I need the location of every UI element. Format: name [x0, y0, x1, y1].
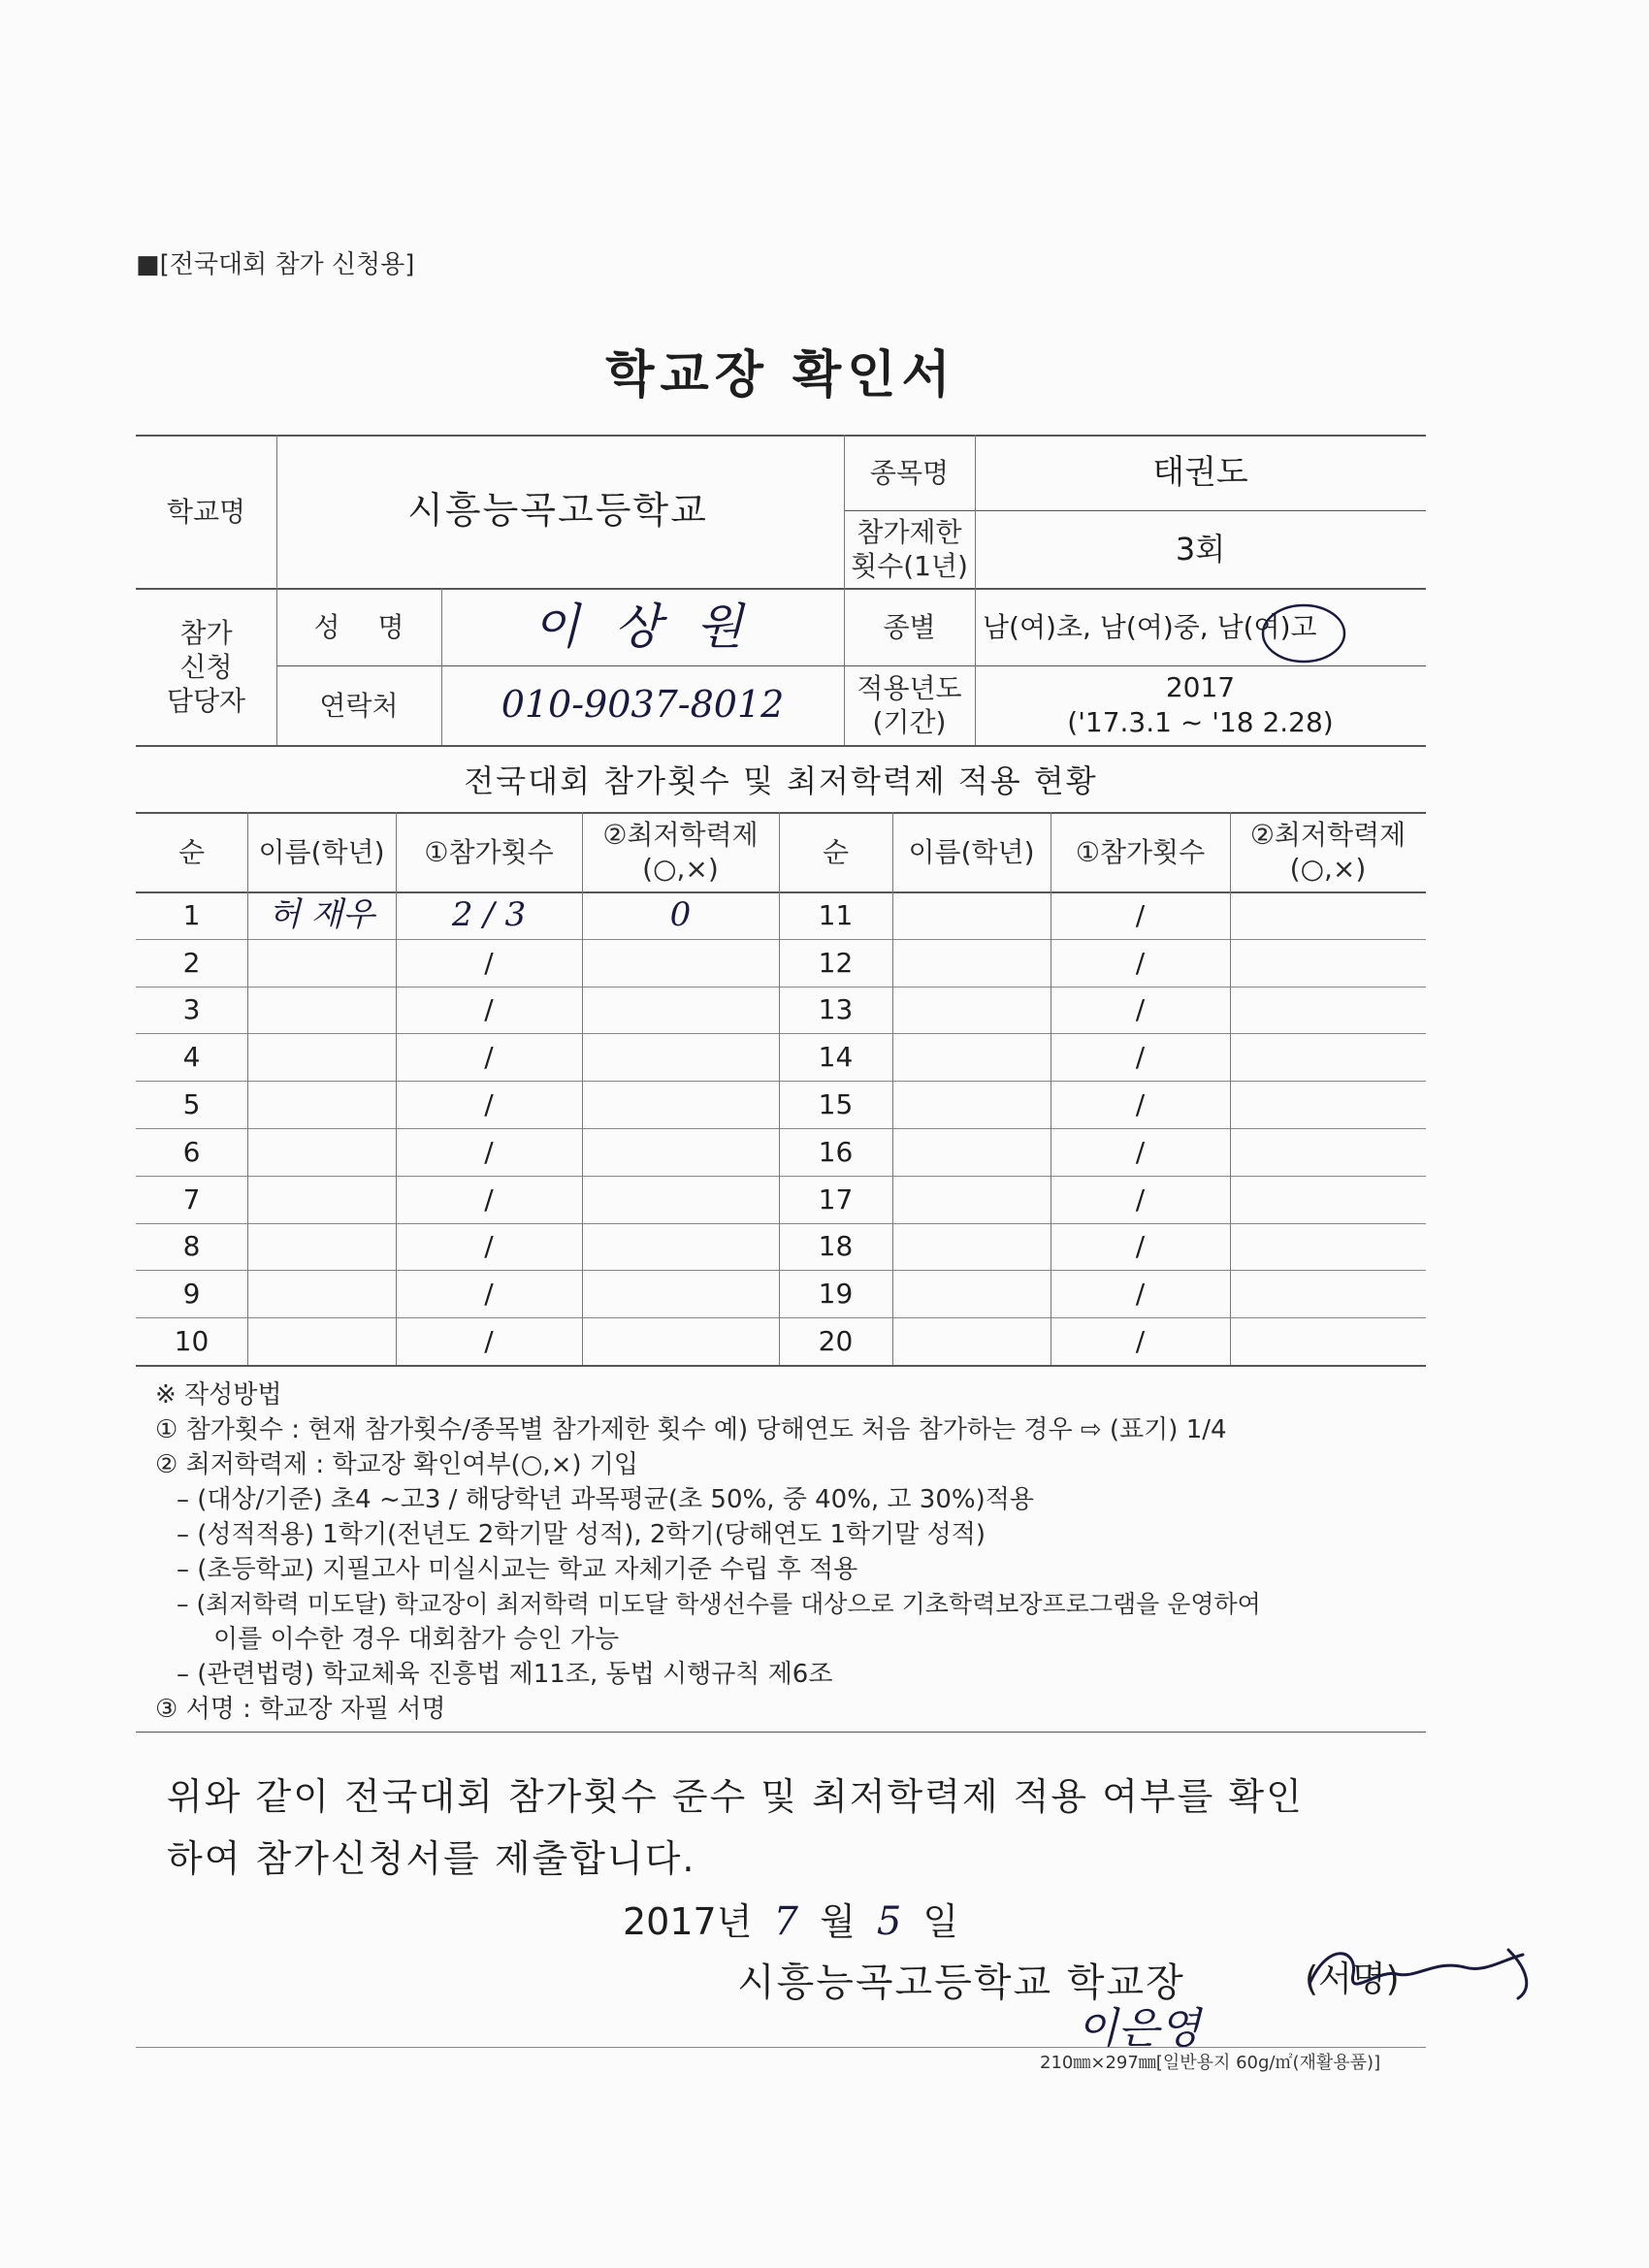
instructions	[155, 1377, 1436, 1727]
row-no-cell: 3	[182, 993, 201, 1026]
row-min-cell	[1230, 1081, 1426, 1128]
signature-placeholder: (서명)	[1305, 1960, 1400, 1999]
row-name-cell	[892, 1176, 1051, 1223]
document-title: 학교장 확인서	[605, 346, 956, 405]
row-min-cell	[582, 1223, 779, 1271]
row-no-cell: 13	[818, 993, 854, 1026]
note-item: – (초등학교) 지필고사 미실시교는 학교 자체기준 수립 후 적용	[177, 1555, 858, 1584]
row-name-cell	[892, 939, 1051, 987]
row-name-cell	[892, 1033, 1051, 1081]
row-no-cell: 11	[818, 898, 854, 931]
row-count-cell: /	[484, 1135, 494, 1168]
note-item: – (관련법령) 학교체육 진흥법 제11조, 동법 시행규칙 제6조	[177, 1660, 833, 1689]
row-min-cell	[582, 939, 779, 987]
row-no-cell: 14	[818, 1041, 854, 1074]
handwritten-name: 이은영	[1077, 2004, 1201, 2054]
row-name-cell	[892, 1128, 1051, 1176]
note-item: ② 최저학력제 : 학교장 확인여부(○,×) 기입	[155, 1450, 639, 1479]
year-label: 적용년도 (기간)	[857, 672, 962, 738]
date-month-unit: 월	[820, 1900, 856, 1943]
row-min-cell	[582, 1176, 779, 1223]
note-item: 이를 이수한 경우 대회참가 승인 가능	[213, 1625, 620, 1654]
row-count-cell: /	[1135, 946, 1146, 979]
row-name-cell	[247, 1270, 396, 1317]
sport-label: 종목명	[869, 456, 950, 489]
header-min-academic-2: ②최저학력제 (○,×)	[1249, 819, 1406, 885]
row-no-cell: 15	[818, 1088, 854, 1121]
circle-mark	[1257, 601, 1350, 665]
header-no-2: 순	[822, 835, 850, 868]
row-min-cell	[1230, 1176, 1426, 1223]
row-name-cell	[892, 891, 1051, 939]
year-value: 2017	[1165, 671, 1236, 703]
row-no-cell: 19	[818, 1278, 854, 1311]
row-no-cell: 16	[818, 1135, 854, 1168]
year-block	[975, 665, 1426, 745]
row-name-cell	[247, 1317, 396, 1365]
row-no-cell: 12	[818, 946, 854, 979]
row-count-cell: /	[484, 1230, 494, 1263]
row-min-cell	[582, 1270, 779, 1317]
signer-title: 시흥능곡고등학교 학교장	[737, 1960, 1185, 2005]
row-min-cell	[1230, 1270, 1426, 1317]
row-min-cell	[1230, 891, 1426, 939]
note-item: – (최저학력 미도달) 학교장이 최저학력 미도달 학생선수를 대상으로 기초학력보장프로그램을 운영하여	[177, 1590, 1261, 1618]
date-day-unit: 일	[922, 1900, 959, 1943]
header-count: ①참가횟수	[424, 835, 554, 868]
row-count-cell: /	[484, 1325, 494, 1358]
note-item: ③ 서명 : 학교장 자필 서명	[155, 1695, 446, 1724]
row-name-cell	[247, 939, 396, 987]
row-no-cell: 7	[182, 1183, 201, 1215]
row-min-cell	[582, 987, 779, 1034]
row-name-cell	[892, 1317, 1051, 1365]
row-count-cell: /	[484, 993, 494, 1026]
row-min-cell	[582, 1128, 779, 1176]
row-min-cell	[1230, 939, 1426, 987]
row-no-cell: 20	[818, 1325, 854, 1358]
row-name-cell	[247, 1033, 396, 1081]
year-period: ('17.3.1 ~ '18 2.28)	[1067, 706, 1334, 738]
row-name-cell	[247, 987, 396, 1034]
statement-line: 위와 같이 전국대회 참가횟수 준수 및 최저학력제 적용 여부를 확인	[167, 1775, 1304, 1818]
instructions-heading: ※ 작성방법	[155, 1380, 282, 1409]
school-label: 학교명	[166, 495, 246, 528]
applicant-name: 이 상 원	[533, 598, 753, 655]
row-no-cell: 2	[182, 946, 201, 979]
row-count-cell: /	[1135, 1135, 1146, 1168]
header-min-academic: ②최저학력제 (○,×)	[602, 819, 759, 885]
category-label: 종별	[883, 610, 936, 643]
row-name-cell	[892, 987, 1051, 1034]
row-no-cell: 9	[182, 1278, 201, 1311]
date-year: 2017년	[623, 1900, 753, 1943]
row-count-cell: 2 / 3	[451, 895, 527, 935]
school-name: 시흥능곡고등학교	[407, 489, 708, 533]
row-name-cell	[892, 1270, 1051, 1317]
row-no-cell: 10	[174, 1325, 210, 1358]
row-no-cell: 18	[818, 1230, 854, 1263]
confirmation-statement	[167, 1766, 1428, 1890]
issue-date	[623, 1892, 958, 1945]
row-no-cell: 8	[182, 1230, 201, 1263]
row-name-cell	[247, 1223, 396, 1271]
row-name-cell: 허 재우	[268, 895, 375, 935]
statement-line: 하여 참가신청서를 제출합니다.	[167, 1837, 696, 1880]
header-name-2: 이름(학년)	[908, 835, 1035, 868]
row-count-cell: /	[1135, 1183, 1146, 1215]
header-name: 이름(학년)	[258, 835, 385, 868]
limit-value: 3회	[1175, 531, 1226, 567]
row-count-cell: /	[484, 1183, 494, 1215]
row-no-cell: 5	[182, 1088, 201, 1121]
row-min-cell	[582, 1033, 779, 1081]
row-min-cell	[1230, 1317, 1426, 1365]
row-min-cell	[582, 1317, 779, 1365]
note-item: – (성적적용) 1학기(전년도 2학기말 성적), 2학기(당해연도 1학기말 성적)	[177, 1520, 986, 1549]
applicant-label: 참가 신청 담당자	[166, 616, 246, 717]
row-count-cell: /	[1135, 993, 1146, 1026]
row-count-cell: /	[484, 946, 494, 979]
date-day: 5	[876, 1899, 902, 1944]
row-count-cell: /	[1135, 1088, 1146, 1121]
row-count-cell: /	[484, 1088, 494, 1121]
date-month: 7	[773, 1899, 798, 1944]
row-count-cell: /	[1135, 898, 1146, 931]
row-count-cell: /	[484, 1041, 494, 1074]
row-count-cell: /	[1135, 1325, 1146, 1358]
sport-value: 태권도	[1152, 452, 1248, 492]
row-name-cell	[247, 1081, 396, 1128]
row-count-cell: /	[1135, 1230, 1146, 1263]
row-min-cell	[1230, 1128, 1426, 1176]
paper-spec: 210㎜×297㎜[일반용지 60g/㎡(재활용품)]	[1040, 2053, 1381, 2073]
category-value: 남(여)초, 남(여)중, 남(여)고	[983, 610, 1317, 643]
row-name-cell	[892, 1081, 1051, 1128]
row-name-cell	[892, 1223, 1051, 1271]
contact-label: 연락처	[319, 689, 399, 722]
row-min-cell: 0	[669, 895, 692, 935]
row-name-cell	[247, 1128, 396, 1176]
row-min-cell	[1230, 1223, 1426, 1271]
note-item: – (대상/기준) 초4 ~고3 / 해당학년 과목평균(초 50%, 중 40%, 고 30%)적용	[177, 1485, 1034, 1514]
note-item: ① 참가횟수 : 현재 참가횟수/종목별 참가제한 횟수 예) 당해연도 처음 참가하는 경우 ⇨ (표기) 1/4	[155, 1415, 1227, 1444]
limit-label: 참가제한 횟수(1년)	[851, 516, 968, 582]
row-min-cell	[1230, 987, 1426, 1034]
row-name-cell	[247, 1176, 396, 1223]
principal-signature	[1300, 1930, 1552, 2018]
row-min-cell	[582, 1081, 779, 1128]
status-table-title: 전국대회 참가횟수 및 최저학력제 적용 현황	[464, 762, 1098, 799]
row-no-cell: 4	[182, 1041, 201, 1074]
header-no: 순	[178, 835, 206, 868]
contact-value: 010-9037-8012	[501, 683, 785, 727]
row-count-cell: /	[484, 1278, 494, 1311]
row-no-cell: 6	[182, 1135, 201, 1168]
row-count-cell: /	[1135, 1041, 1146, 1074]
form-type-tag: ■[전국대회 참가 신청용]	[136, 250, 415, 279]
row-no-cell: 17	[818, 1183, 854, 1215]
row-min-cell	[1230, 1033, 1426, 1081]
row-no-cell: 1	[182, 898, 201, 931]
row-count-cell: /	[1135, 1278, 1146, 1311]
name-label: 성 명	[313, 610, 404, 643]
header-count-2: ①참가횟수	[1075, 835, 1206, 868]
